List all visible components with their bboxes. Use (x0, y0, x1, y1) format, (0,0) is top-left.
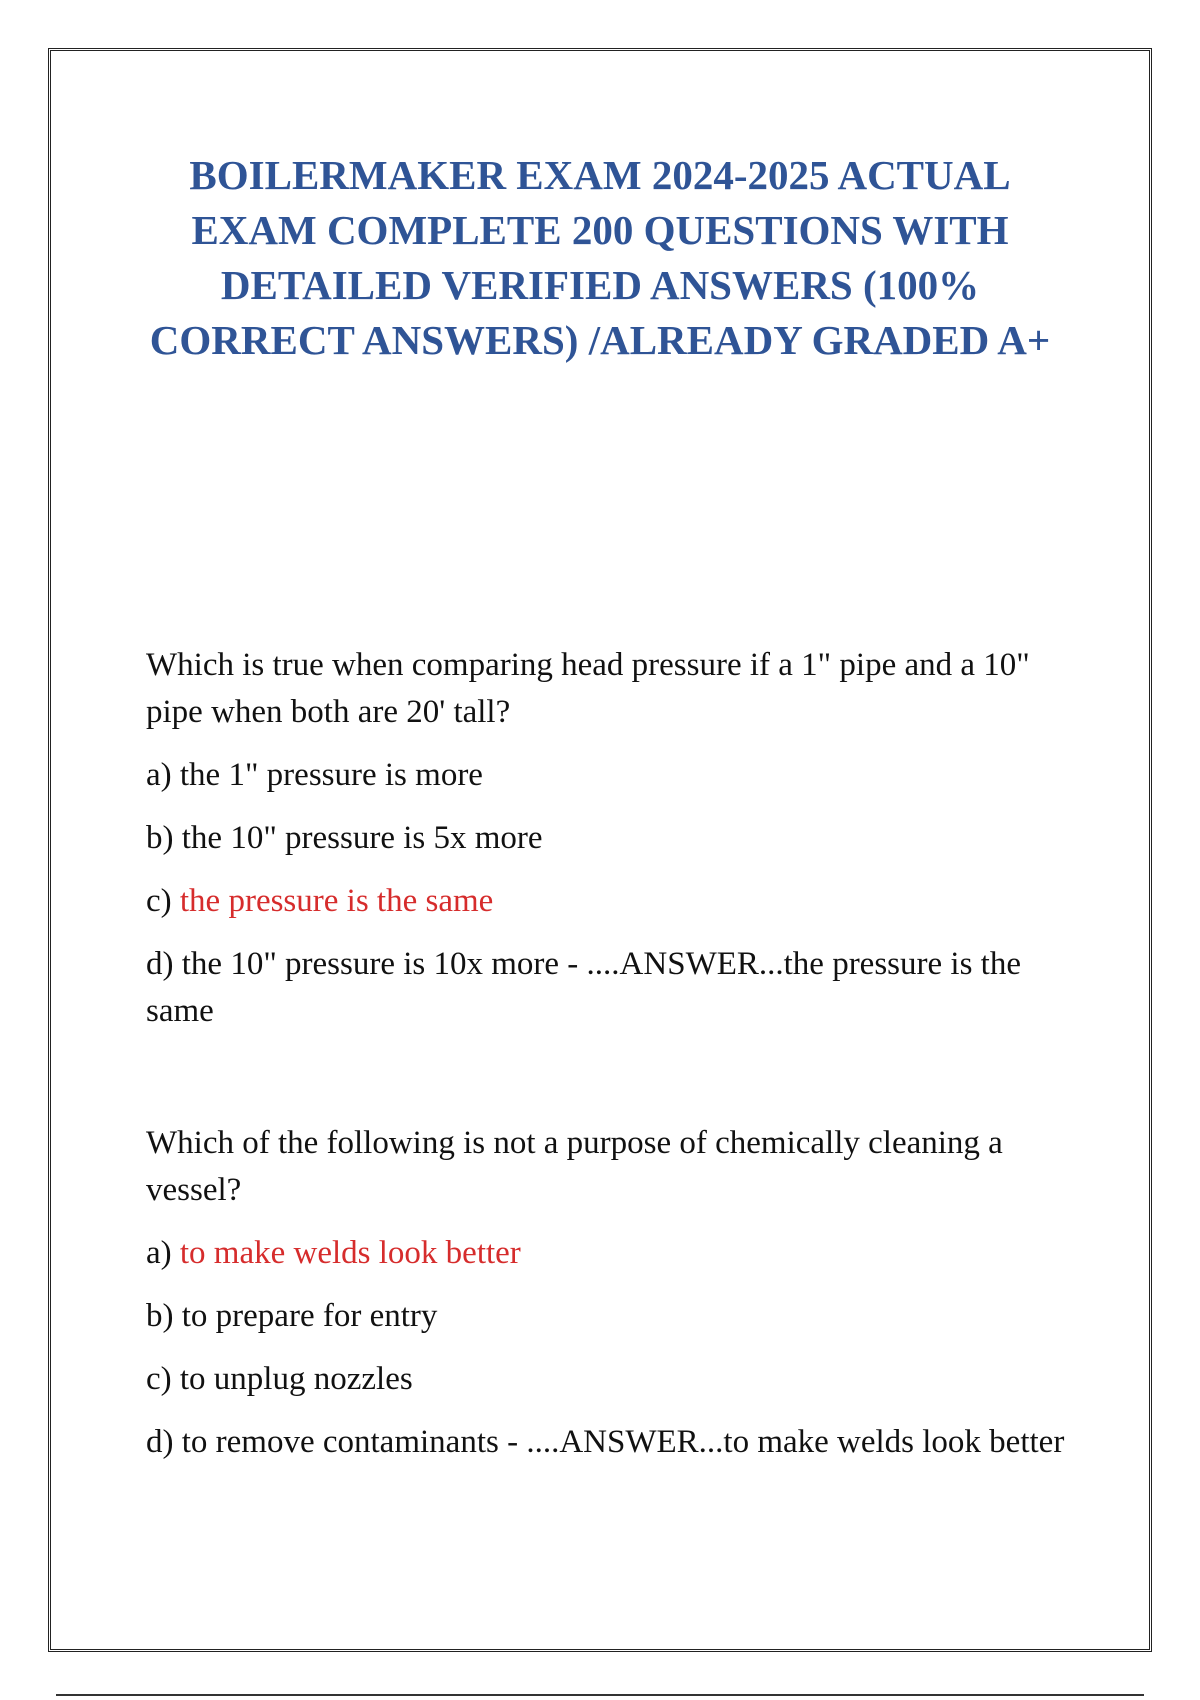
option-text: the 1" pressure is more (179, 757, 483, 793)
correct-answer-text: to make welds look better (179, 1235, 521, 1271)
option-letter: c) (146, 1361, 172, 1397)
option-d (146, 1419, 1066, 1466)
option-text: the 10" pressure is 5x more (181, 820, 543, 856)
question-text: Which of the following is not a purpose of chemically cleaning a vessel? (146, 1125, 1003, 1208)
option-text: to remove contaminants - ....ANSWER...to make welds look better (181, 1424, 1065, 1460)
option-text: to unplug nozzles (179, 1361, 413, 1397)
option-letter: b) (146, 820, 174, 856)
option-letter: a) (146, 1235, 172, 1271)
question-block-1 (146, 642, 1066, 1051)
option-letter: b) (146, 1298, 174, 1334)
option-b (146, 1293, 1066, 1340)
option-a (146, 752, 1066, 799)
option-text: to prepare for entry (181, 1298, 438, 1334)
bottom-rule (56, 1694, 1144, 1696)
question-text: Which is true when comparing head pressure if a 1" pipe and a 10" pipe when both are 20' tall? (146, 647, 1030, 730)
option-letter: c) (146, 883, 172, 919)
question-block-2 (146, 1120, 1066, 1482)
option-a (146, 1230, 1066, 1277)
document-title: BOILERMAKER EXAM 2024-2025 ACTUAL EXAM COMPLETE 200 QUESTIONS WITH DETAILED VERIFIED ANSWERS (100% CORRECT ANSWERS) /ALREADY GRADED A+ (149, 152, 1051, 363)
option-text: the 10" pressure is 10x more - ....ANSWER...the pressure is the same (146, 946, 1021, 1029)
option-letter: d) (146, 1424, 174, 1460)
option-c (146, 1356, 1066, 1403)
option-letter: a) (146, 757, 172, 793)
option-d (146, 941, 1066, 1035)
option-c (146, 878, 1066, 925)
option-b (146, 815, 1066, 862)
correct-answer-text: the pressure is the same (179, 883, 494, 919)
option-letter: d) (146, 946, 174, 982)
